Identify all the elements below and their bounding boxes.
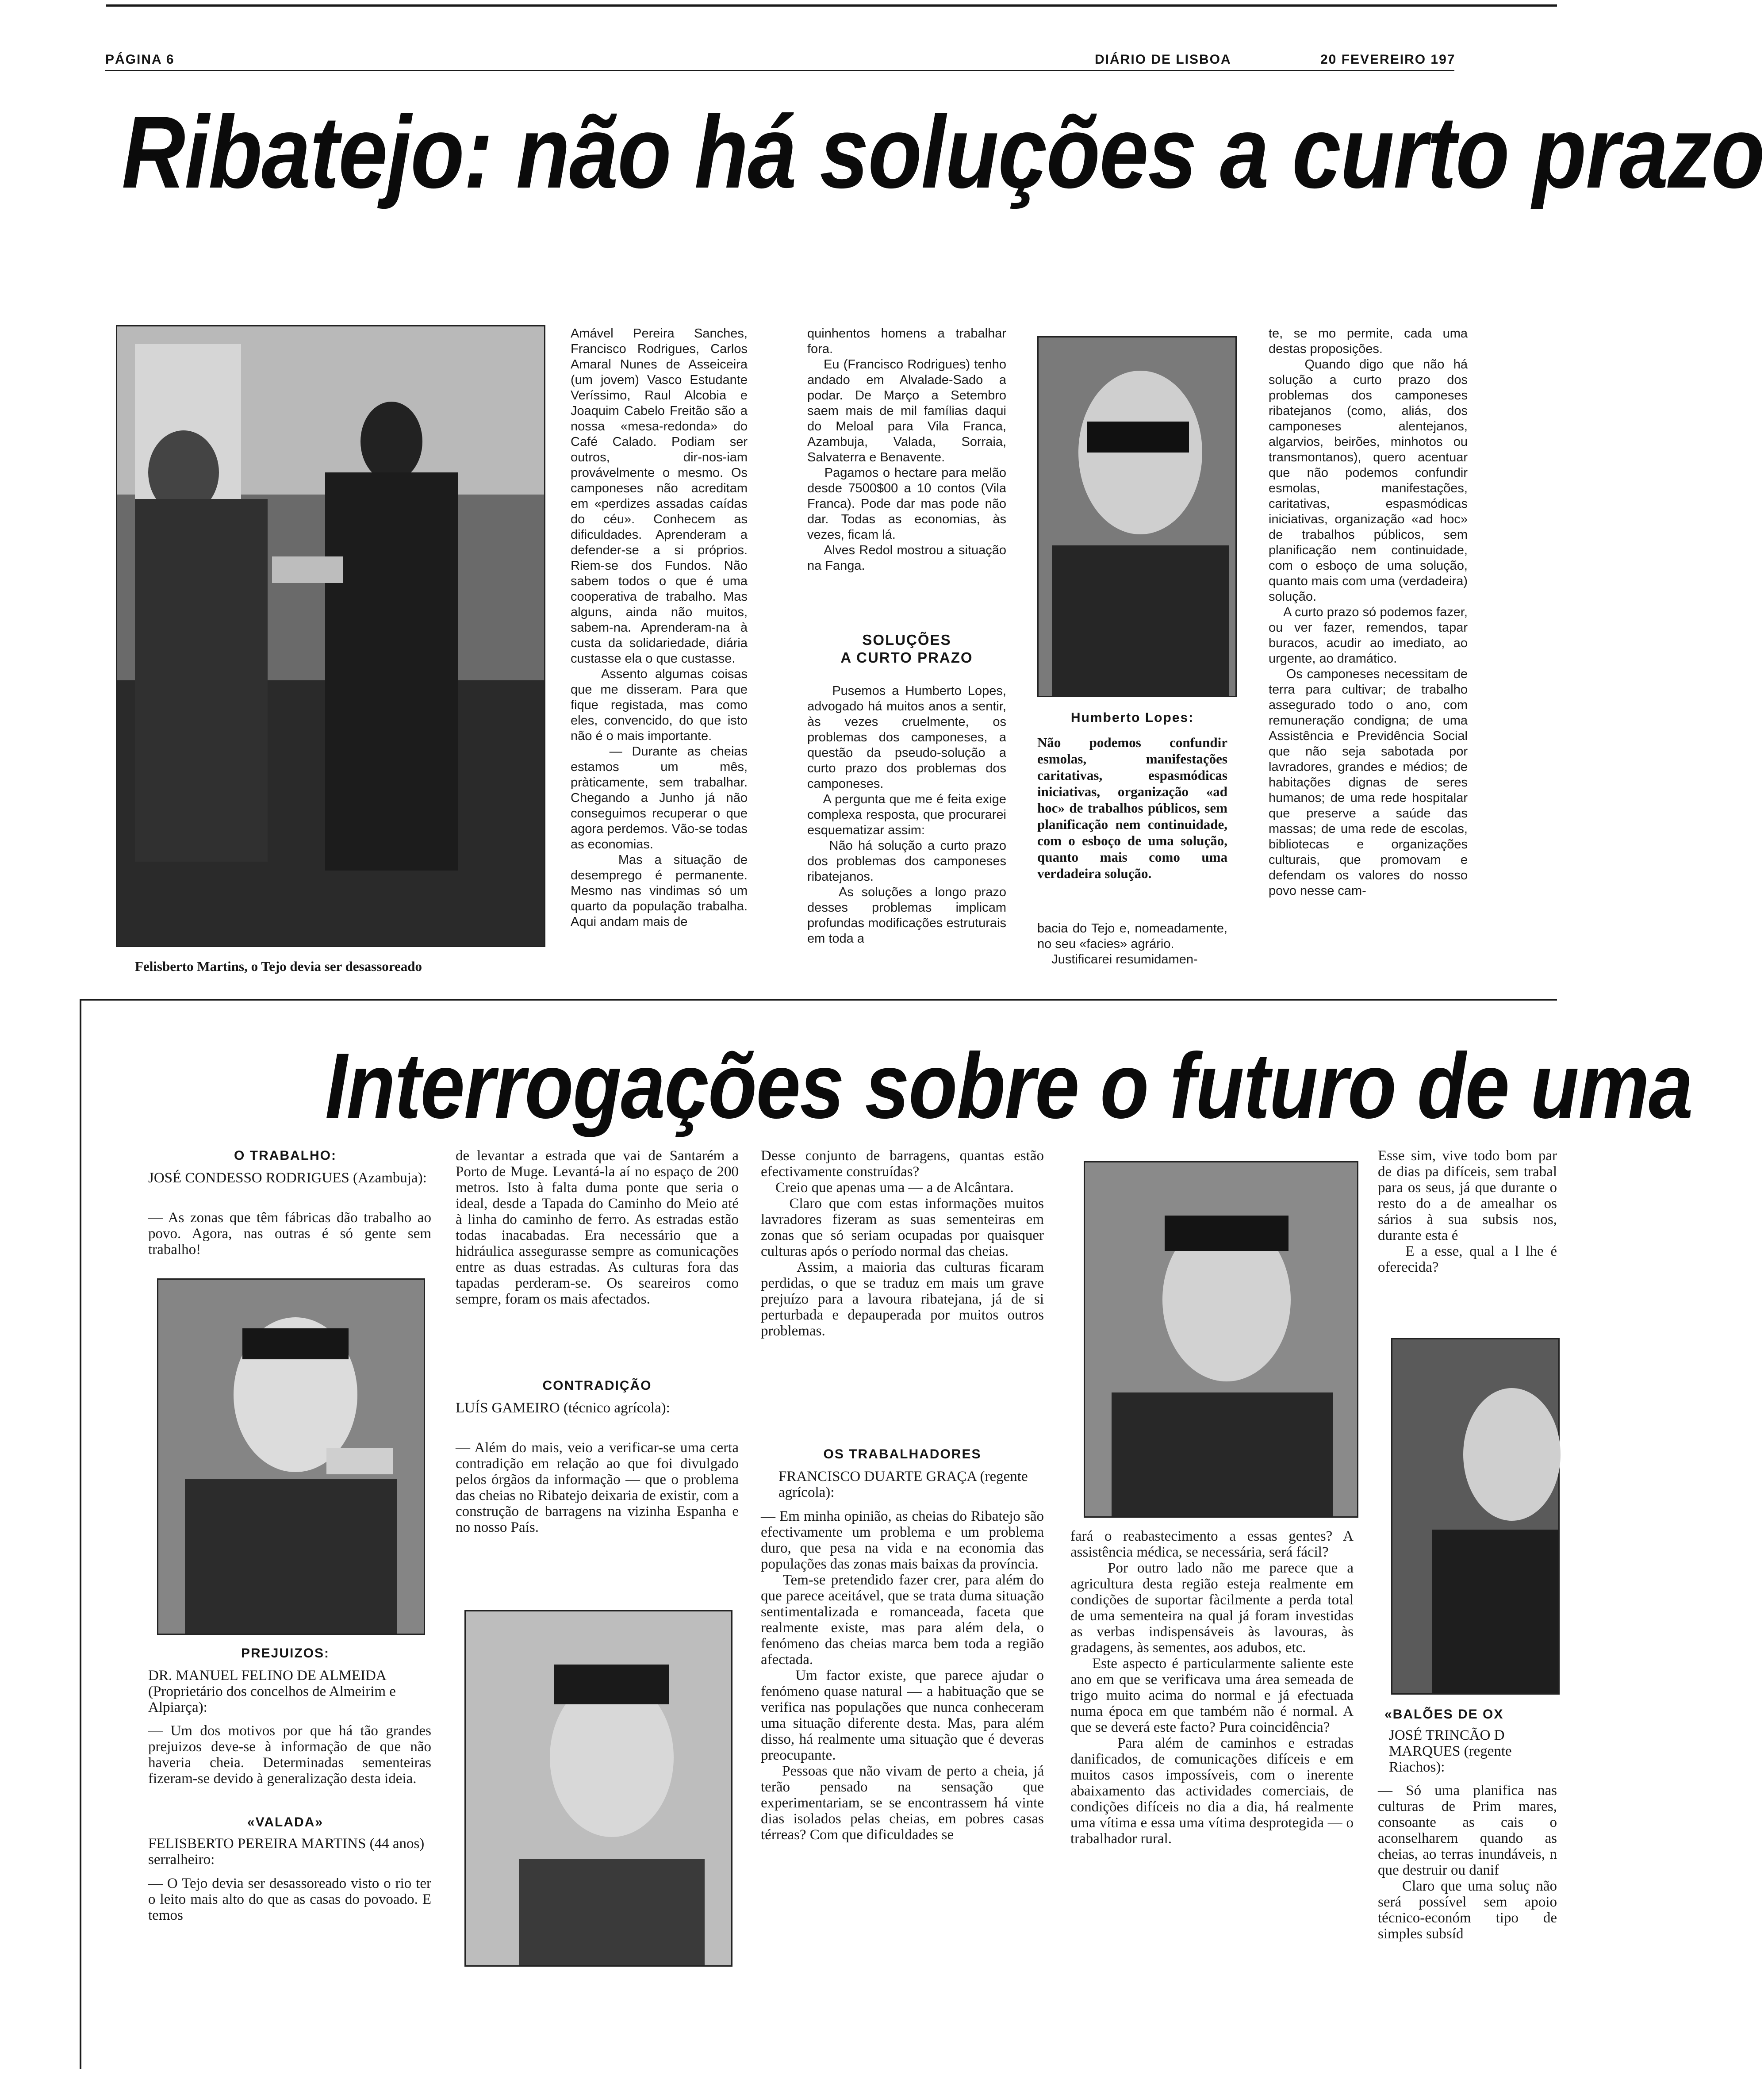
quote-manuel-felino: — Um dos motivos por que há tão grandes prejuizos deve-se à informação de que não haveria cheia. Determinadas sementeiras fizeram-se devido à generalização desta ideia. xyxy=(148,1723,435,1787)
quote-francisco-duarte-graca: — Em minha opinião, as cheias do Ribatejo são efectivamente um problema e um problema duro, que pesa na vida e na economia das populações das zonas mais baixas da província. Tem-se pretendido fazer crer, para além do que parece aceitável, que se trata duma situação sentimentalizada e romanceada, faceta que realmente existe, mas para além dela, o fenómeno das cheias marca bem toda a região afectada. Um factor existe, que parece ajudar o fenómeno quase natural — a habituação que se verifica nas populações que nunca conheceram uma situação diferente desta. Mas, para além disso, há realmente uma situação que é deveras preocupante. Pessoas que não vivam de perto a cheia, já terão pensado na sensação que experimentariam, se se encontrassem há vinte dias isolados pelas cheias, em pobres casas térreas? Com que dificuldades se xyxy=(761,1508,1044,1843)
photo-interviewee-2 xyxy=(464,1610,732,1967)
photo-interviewee-4-image xyxy=(1392,1339,1558,1693)
speaker-jose-trincao: JOSÉ TRINCÃO D MARQUES (regente Riachos): xyxy=(1389,1727,1512,1775)
photo-interviewee-1-image xyxy=(158,1280,424,1634)
humberto-lopes-name: Humberto Lopes: xyxy=(1070,710,1194,725)
subheading-contradicao: CONTRADIÇÃO xyxy=(542,1378,652,1393)
article1-column-2b: Pusemos a Humberto Lopes, advogado há muitos anos a sentir, às vezes cruelmente, os problemas dos camponeses, a questão da pseudo-solução a curto prazo dos problemas dos camponeses. A pergunta que me é feita exige complexa resposta, que procurarei esquematizar assim: Não há solução a curto prazo dos problemas dos camponeses ribatejanos. As soluções a longo prazo desses problemas implicam profundas modificações estruturais em toda a xyxy=(807,684,1007,946)
page-number: PÁGINA 6 xyxy=(105,52,175,67)
article1-headline: Ribatejo: não há soluções a curto prazo xyxy=(122,95,1764,210)
header-rule xyxy=(105,70,1454,71)
article1-column-1: Amável Pereira Sanches, Francisco Rodrigues, Carlos Amaral Nunes de Asseiceira (um jovem) Vasco Estudante Veríssimo, Raul Alcobia e Joaquim Cabelo Freitão são a nossa «mesa-redonda» do Café Calado. Podiam ser outros, dir-nos-iam provávelmente o mesmo. Os camponeses não acreditam em «perdizes assadas caídas do céu». Conhecem as dificuldades. Aprenderam a defender-se a si próprios. Riem-se dos Fundos. Não sabem todos o que é uma cooperativa de trabalho. Mas alguns, ainda não muitos, sabem-na. Aprenderam-na à custa da solidariedade, diária custasse ela o que custasse. Assento algumas coisas que me disseram. Para que fique registada, mas como eles, convencido, do que isto não é o mais importante. — Durante as cheias estamos um mês, pràticamente, sem trabalhar. Chegando a Junho já não conseguimos recuperar o que agora perdemos. Vão-se todas as economias. Mas a situação de desemprego é permanente. Mesmo nas vindimas só um quarto da população trabalha. Aqui andam mais de xyxy=(571,326,748,929)
subheading-baloes: «BALÕES DE OX xyxy=(1384,1707,1504,1722)
photo-interviewee-4 xyxy=(1391,1338,1560,1695)
article1-column-3-tail: bacia do Tejo e, nomeadamente, no seu «facies» agrário. Justificarei resumidamen- xyxy=(1037,921,1227,967)
photo-interviewee-1 xyxy=(157,1278,425,1635)
speaker-francisco-duarte-graca: FRANCISCO DUARTE GRAÇA (regente agrícola): xyxy=(778,1469,1028,1500)
issue-date: 20 FEVEREIRO 197 xyxy=(1320,52,1456,67)
subheading-prejuizos: PREJUIZOS: xyxy=(241,1646,330,1661)
article2-column-c-text1: Desse conjunto de barragens, quantas estão efectivamente construídas? Creio que apenas uma — a de Alcântara. Claro que com estas informações muitos lavradores fizeram as suas sementeiras em zonas que só seriam ocupadas por quaisquer culturas após o período normal das cheias. Assim, a maioria das culturas ficaram perdidas, o que se traduz em mais um grave prejuízo para a lavoura ribatejana, já de si perturbada e depauperada por muitos outros problemas. xyxy=(761,1148,1044,1339)
photo-humberto-lopes-image xyxy=(1039,338,1235,696)
top-rule xyxy=(106,4,1557,7)
speaker-condesso-rodrigues: JOSÉ CONDESSO RODRIGUES (Azambuja): xyxy=(148,1170,427,1186)
subheading-trabalhadores: OS TRABALHADORES xyxy=(823,1447,982,1461)
photo-felisberto-martins xyxy=(116,325,545,947)
photo1-caption: Felisberto Martins, o Tejo devia ser desassoreado xyxy=(135,959,422,974)
article2-box-top xyxy=(80,999,1557,1001)
subheading-solucoes: SOLUÇÕES A CURTO PRAZO xyxy=(840,632,973,666)
article2-headline: Interrogações sobre o futuro de uma xyxy=(325,1034,1692,1138)
article2-column-d-text: fará o reabastecimento a essas gentes? A assistência médica, se necessária, será fácil? Por outro lado não me parece que a agricultura desta região esteja realmente em condições de suportar fàcilmente a perda total de uma sementeira na qual já foram investidas as verbas indispensáveis às lavouras, às gradagens, às sementes, aos adubos, etc. Este aspecto é particularmente saliente este ano em que se verificava uma área semeada de trigo muito acima do normal e já efectuada numa época em que também não é normal. A que se deverá este facto? Pura coincidência? Para além de caminhos e estradas danificados, de comunicações difíceis e em muitos casos impossíveis, com o inerente abaixamento das actividades comerciais, de condições difíceis no dia a dia, há realmente uma vítima e essa uma vítima desprotegida — o trabalhador rural. xyxy=(1070,1528,1354,1847)
article1-column-2a: quinhentos homens a trabalhar fora. Eu (Francisco Rodrigues) tenho andado em Alvalade-Sado a podar. De Março a Setembro saem mais de mil famílias daqui do Meloal para Vila Franca, Azambuja, Valada, Sorraia, Salvaterra e Benavente. Pagamos o hectare para melão desde 7500$00 a 10 contos (Vila Franca). Pode dar mas pode não dar. Todas as economias, às vezes, ficam lá. Alves Redol mostrou a situação na Fanga. xyxy=(807,326,1007,573)
article2-box-left xyxy=(80,999,81,2069)
newspaper-name: DIÁRIO DE LISBOA xyxy=(1095,52,1231,67)
photo-felisberto-martins-image xyxy=(117,326,544,946)
article2-column-e-text1: Esse sim, vive todo bom par de dias pa difíceis, sem trabal para os seus, já que durante o resto do a de amealhar os sários à sua subsis nos, durante esta é E a esse, qual a l lhe é oferecida? xyxy=(1378,1148,1557,1275)
humberto-lopes-quote: Não podemos confundir esmolas, manifestações caritativas, espasmódicas iniciativas, organização «ad hoc» de trabalhos públicos, sem planificação nem continuidade, com o esboço de uma solução, quanto mais como uma verdadeira solução. xyxy=(1037,735,1231,881)
quote-jose-trincao: — Só uma planifica nas culturas de Prim mares, consoante as cais o aconselharem quando as cheias, ao terras inundáveis, n que destruir ou danif Claro que uma soluç não será possível sem apoio técnico-económ tipo de simples subsíd xyxy=(1378,1783,1557,1942)
quote-condesso-rodrigues: — As zonas que têm fábricas dão trabalho ao povo. Agora, nas outras é só gente sem trabalho! xyxy=(148,1210,435,1258)
subheading-trabalho: O TRABALHO: xyxy=(234,1148,337,1163)
photo-interviewee-3-image xyxy=(1085,1162,1357,1516)
subheading-valada: «VALADA» xyxy=(247,1815,324,1830)
quote-luis-gameiro: — Além do mais, veio a verificar-se uma certa contradição em relação ao que foi divulgado pelos órgãos da informação — que o problema das cheias no Ribatejo deixaria de existir, com a construção de barragens na vizinha Espanha e no nosso País. xyxy=(456,1440,743,1535)
article2-column-b-text1: de levantar a estrada que vai de Santarém a Porto de Muge. Levantá-la aí no espaço de 200 metros. Isto à falta duma ponte que seria o ideal, desde a Tapada do Caminho do Meio até à linha do caminho de ferro. As estradas estão todas inacabadas. Era necessário que a hidráulica assegurasse sempre as comunicações entre as duas estradas. As culturas fora das tapadas perderam-se. Os seareiros como sempre, foram os mais afectados. xyxy=(456,1148,743,1307)
article1-column-4: te, se mo permite, cada uma destas proposições. Quando digo que não há solução a curto prazo dos problemas dos camponeses ribatejanos (como, aliás, dos camponeses alentejanos, algarvios, beirões, minhotos ou transmontanos), quero acentuar que não podemos confundir esmolas, manifestações, caritativas, espasmódicas iniciativas, organização «ad hoc» de trabalhos públicos, sem planificação nem continuidade, com o esboço de uma solução, quanto mais com uma (verdadeira) solução. A curto prazo só podemos fazer, ou ver fazer, remendos, tapar buracos, acudir ao imediato, ao urgente, ao dramático. Os camponeses necessitam de terra para cultivar; de trabalho assegurado todo o ano, com remuneração condigna; de uma Assistência e Previdência Social que não seja sabotada por lavradores, grandes e médios; de habitações dignas de seres humanos; de uma rede hospitalar que preserve a saúde das massas; de uma rede de escolas, bibliotecas e organizações culturais, que promovam e defendam os valores do nosso povo nesse cam- xyxy=(1269,326,1468,898)
speaker-manuel-felino: DR. MANUEL FELINO DE ALMEIDA (Proprietário dos concelhos de Almeirim e Alpiarça): xyxy=(148,1668,396,1715)
photo-humberto-lopes xyxy=(1037,336,1237,697)
speaker-felisberto-martins: FELISBERTO PEREIRA MARTINS (44 anos) serralheiro: xyxy=(148,1836,425,1868)
photo-interviewee-3 xyxy=(1084,1161,1358,1518)
quote-felisberto-martins: — O Tejo devia ser desassoreado visto o rio ter o leito mais alto do que as casas do povoado. E temos xyxy=(148,1876,435,1923)
photo-interviewee-2-image xyxy=(466,1611,731,1965)
speaker-luis-gameiro: LUÍS GAMEIRO (técnico agrícola): xyxy=(456,1400,670,1416)
